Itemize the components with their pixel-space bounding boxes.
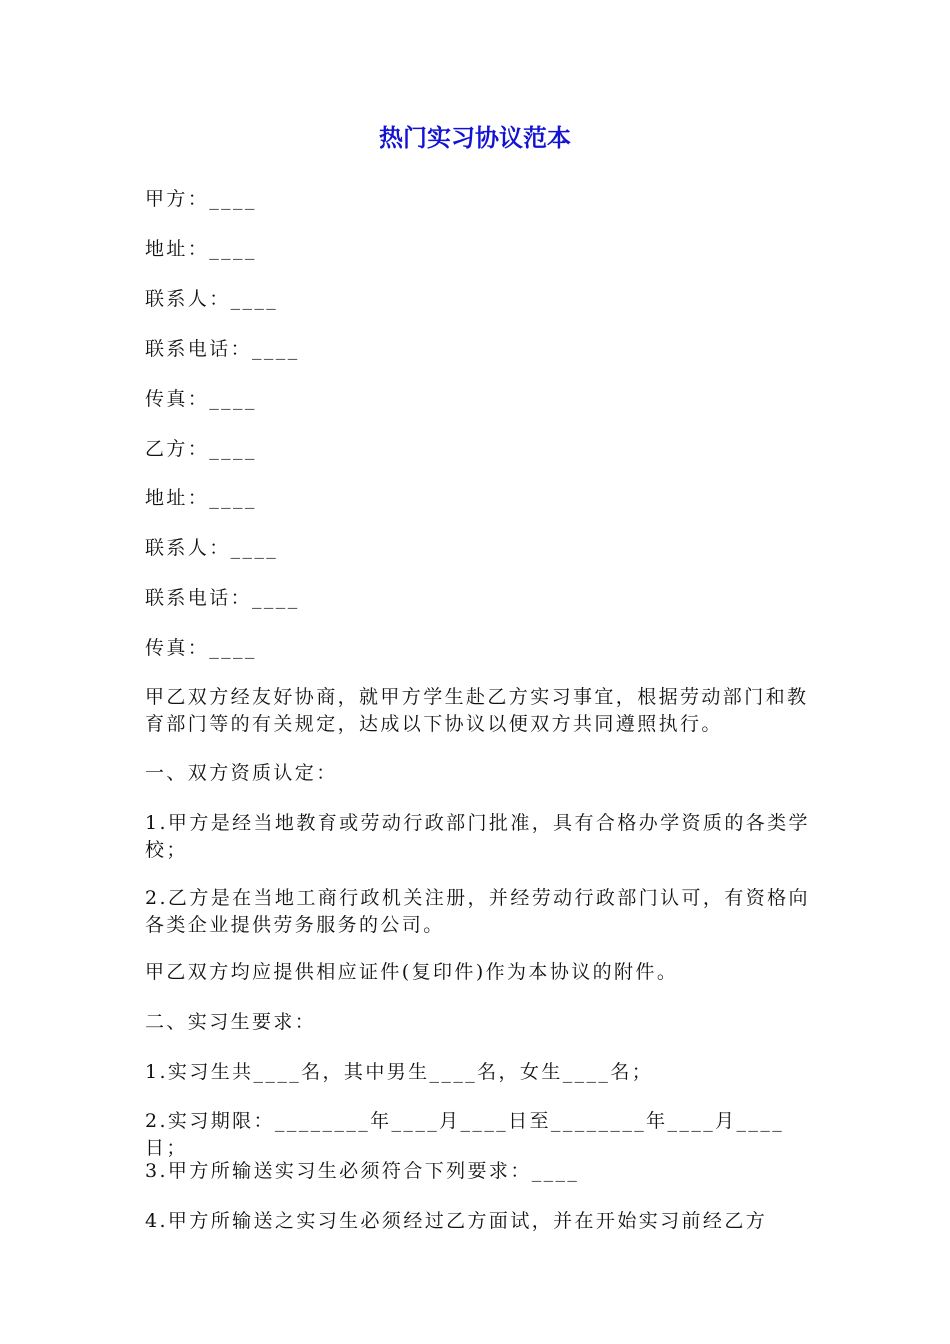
party-b-name: 乙方：____ <box>145 438 257 460</box>
section-heading-intern-requirements: 二、实习生要求： <box>145 1011 317 1033</box>
requirement-item-1: 1.实习生共____名，其中男生____名，女生____名； <box>145 1061 654 1083</box>
party-a-contact: 联系人：____ <box>145 288 279 310</box>
party-a-fax: 传真：____ <box>145 388 257 410</box>
party-b-contact: 联系人：____ <box>145 537 279 559</box>
section-heading-qualification: 一、双方资质认定： <box>145 762 338 784</box>
requirement-item-2: 2.实习期限：________年____月____日至________年____月____日； <box>145 1110 785 1159</box>
qualification-item-1: 1.甲方是经当地教育或劳动行政部门批准，具有合格办学资质的各类学校； <box>145 812 810 861</box>
party-b-fax: 传真：____ <box>145 637 257 659</box>
requirement-item-3: 3.甲方所输送实习生必须符合下列要求：____ <box>145 1160 580 1182</box>
party-b-address: 地址：____ <box>145 487 257 509</box>
qualification-item-2: 2.乙方是在当地工商行政机关注册，并经劳动行政部门认可，有资格向各类企业提供劳务服务的公司。 <box>145 887 810 936</box>
party-b-phone: 联系电话：____ <box>145 587 300 609</box>
party-a-phone: 联系电话：____ <box>145 338 300 360</box>
party-a-name: 甲方：____ <box>145 188 257 210</box>
documents-note: 甲乙双方均应提供相应证件(复印件)作为本协议的附件。 <box>145 961 679 983</box>
intro-paragraph: 甲乙双方经友好协商，就甲方学生赴乙方实习事宜，根据劳动部门和教育部门等的有关规定，达成以下协议以便双方共同遵照执行。 <box>145 686 809 735</box>
party-a-address: 地址：____ <box>145 238 257 260</box>
requirement-item-4: 4.甲方所输送之实习生必须经过乙方面试，并在开始实习前经乙方 <box>145 1210 768 1232</box>
document-title: 热门实习协议范本 <box>379 124 571 152</box>
